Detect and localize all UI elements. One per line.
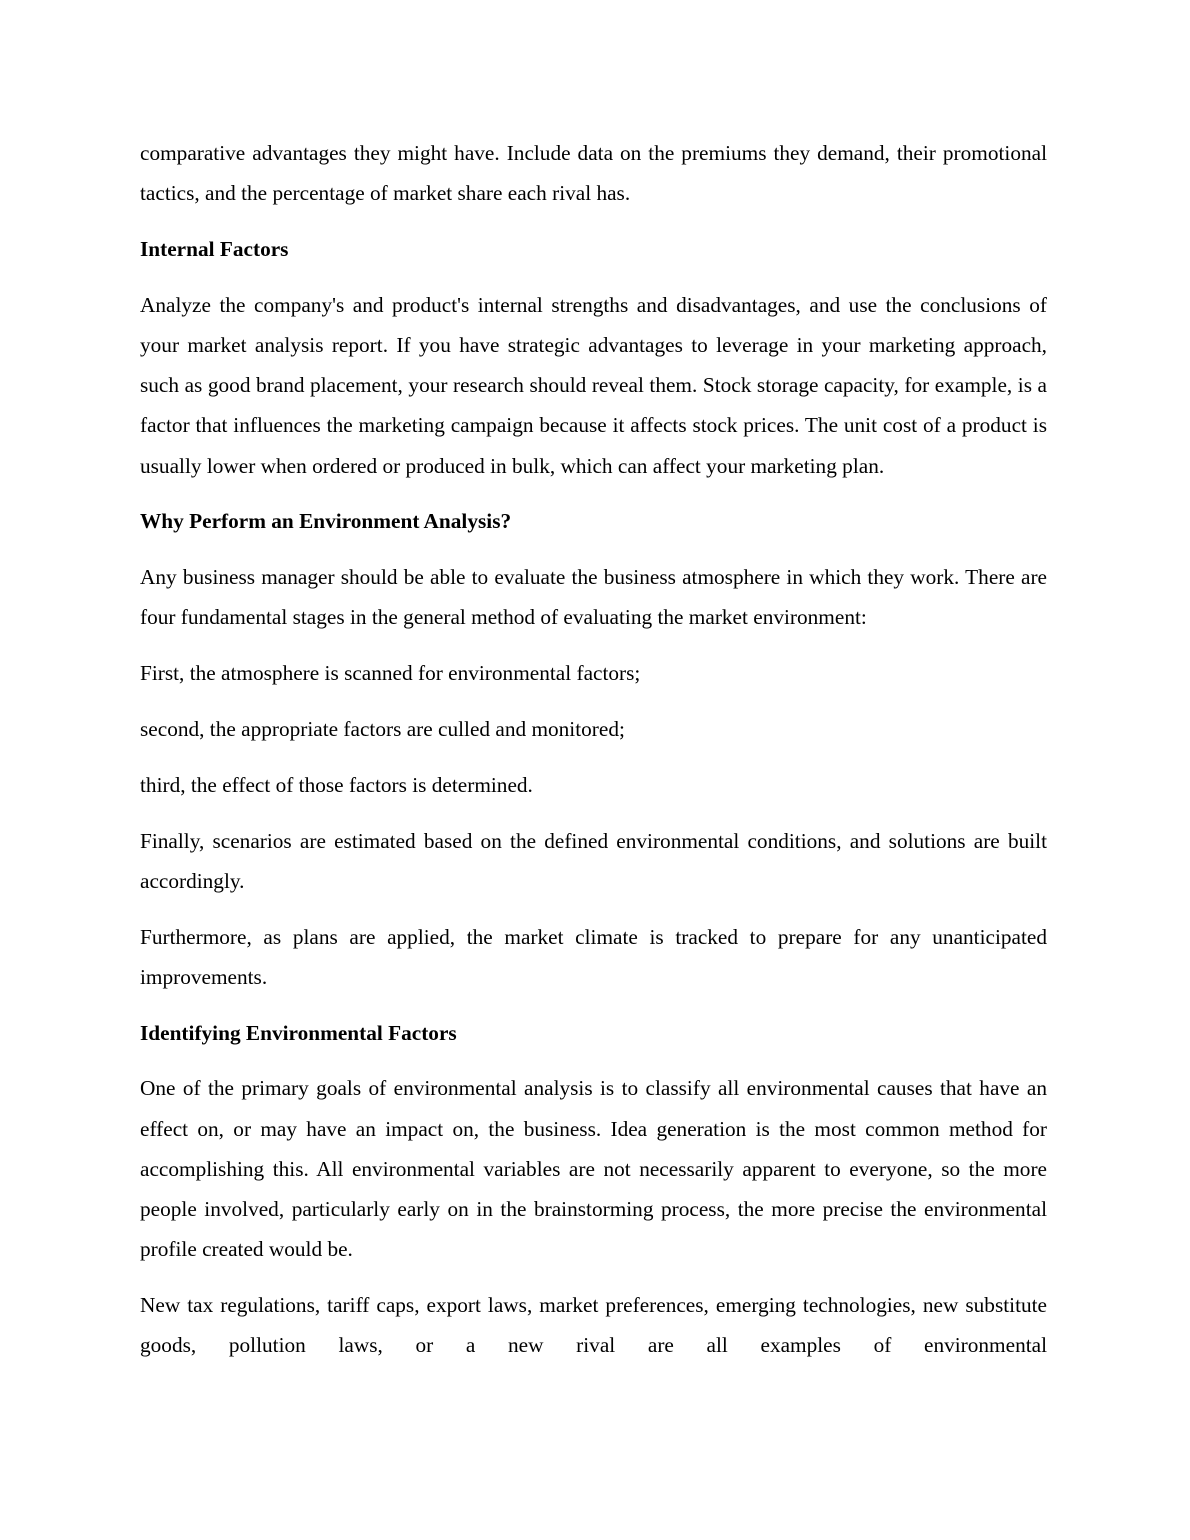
heading-identifying-factors: Identifying Environmental Factors (140, 1020, 457, 1045)
paragraph-stage-finally: Finally, scenarios are estimated based on the defined environmental conditions, and solutions are built accordingly. (140, 828, 1047, 893)
paragraph-tax-regulations: New tax regulations, tariff caps, export laws, market preferences, emerging technologies, new substitute goods, pollution laws, or a new rival are all examples of environmental (140, 1293, 1047, 1358)
paragraph-business-manager: Any business manager should be able to evaluate the business atmosphere in which they work. There are four fundamental stages in the general method of evaluating the market environment: (140, 565, 1047, 630)
paragraph-stage-first: First, the atmosphere is scanned for environmental factors; (140, 661, 641, 686)
heading-internal-factors: Internal Factors (140, 237, 289, 261)
paragraph-stage-second: second, the appropriate factors are culled and monitored; (140, 717, 625, 741)
paragraph-furthermore: Furthermore, as plans are applied, the market climate is tracked to prepare for any unanticipated improvements. (140, 924, 1047, 989)
heading-why-perform-analysis: Why Perform an Environment Analysis? (140, 509, 512, 534)
document-body (140, 133, 1047, 1381)
paragraph-primary-goals: One of the primary goals of environmental analysis is to classify all environmental causes that have an effect on, or may have an impact on, the business. Idea generation is the most common method for accomplishing this. All environmental variables are not necessarily apparent to everyone, so the more people involved, particularly early on in the brainstorming process, the more precise the environmental profile created would be. (140, 1076, 1047, 1262)
paragraph-internal-factors: Analyze the company's and product's internal strengths and disadvantages, and use the conclusions of your market analysis report. If you have strategic advantages to leverage in your marketing approach, such as good brand placement, your research should reveal them. Stock storage capacity, for example, is a factor that influences the marketing campaign because it affects stock prices. The unit cost of a product is usually lower when ordered or produced in bulk, which can affect your marketing plan. (140, 292, 1047, 478)
intro-paragraph: comparative advantages they might have. Include data on the premiums they demand, their promotional tactics, and the percentage of market share each rival has. (140, 141, 1047, 206)
paragraph-stage-third: third, the effect of those factors is determined. (140, 772, 533, 797)
